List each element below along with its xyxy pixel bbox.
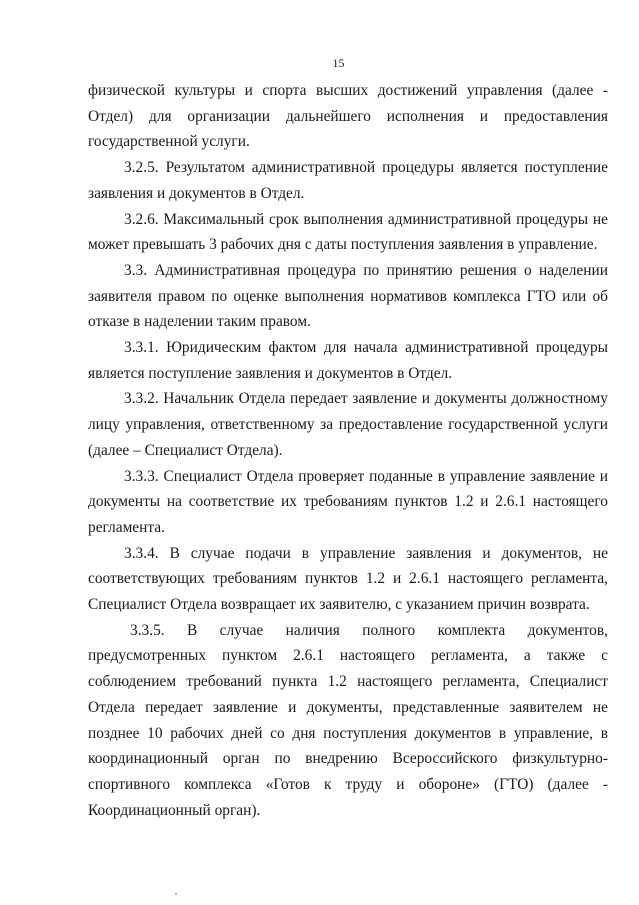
paragraph-3-3-5: 3.3.5. В случае наличия полного комплекта документов, предусмотренных пунктом 2.6.1 настоящего регламента, а также с соблюдением требований пункта 1.2 настоящего регламента, Специалист Отдела передает заявление и документы, представленные заявителем не позднее 10 рабочих дней со дня поступления документов в управление, в координационный орган по внедрению Всероссийского физкультурно-спортивного комплекса «Готов к труду и обороне» (ГТО) (далее - Координационный орган).: [88, 621, 608, 819]
document-body: [88, 78, 608, 823]
paragraph-3-3: 3.3. Административная процедура по принятию решения о наделении заявителя правом по оценке выполнения нормативов комплекса ГТО или об отказе в наделении таким правом.: [88, 261, 608, 331]
paragraph-continuation: физической культуры и спорта высших достижений управления (далее - Отдел) для организации дальнейшего исполнения и предоставления государственной услуги.: [88, 82, 608, 151]
page-number: 15: [332, 56, 345, 70]
paragraph-3-3-1: 3.3.1. Юридическим фактом для начала административной процедуры является поступление заявления и документов в Отдел.: [88, 339, 608, 382]
paragraph-3-3-3: 3.3.3. Специалист Отдела проверяет поданные в управление заявление и документы на соответствие их требованиям пунктов 1.2 и 2.6.1 настоящего регламента.: [88, 467, 608, 536]
paragraph-3-2-5: 3.2.5. Результатом административной процедуры является поступление заявления и документов в Отдел.: [88, 159, 608, 202]
paragraph-3-3-4: 3.3.4. В случае подачи в управление заявления и документов, не соответствующих требованиям пунктов 1.2 и 2.6.1 настоящего регламента, Специалист Отдела возвращает их заявителю, с указанием причин возврата.: [88, 544, 608, 614]
paragraph-3-2-6: 3.2.6. Максимальный срок выполнения административной процедуры не может превышать 3 рабочих дня с даты поступления заявления в управление.: [88, 210, 608, 254]
scan-speck: [175, 893, 177, 895]
paragraph-3-3-2: 3.3.2. Начальник Отдела передает заявление и документы должностному лицу управления, ответственному за предоставление государственной услуги (далее – Специалист Отдела).: [88, 390, 608, 459]
